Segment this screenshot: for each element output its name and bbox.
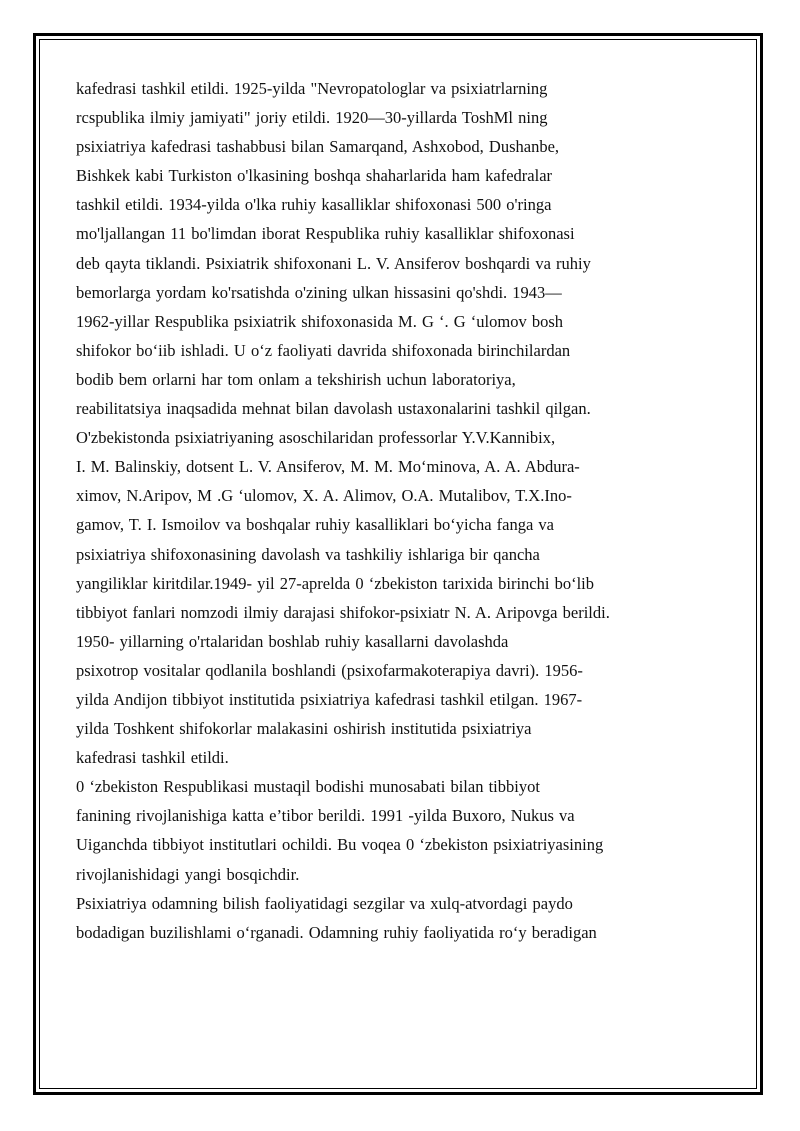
text-line: 0 ‘zbekiston Respublikasi mustaqil bodishi munosabati bilan tibbiyot (76, 777, 540, 797)
text-line: rcspublika ilmiy jamiyati" joriy etildi. 1920—30-yillarda ToshMl ning (76, 108, 548, 128)
text-line: yilda Toshkent shifokorlar malakasini oshirish institutida psixiatriya (76, 719, 532, 739)
text-line: Bishkek kabi Turkiston o'lkasining boshqa shaharlarida ham kafedralar (76, 166, 553, 186)
text-line: Psixiatriya odamning bilish faoliyatidagi sezgilar va xulq-atvordagi paydo (76, 893, 573, 913)
text-line: psixotrop vositalar qodlanila boshlandi (psixofarmakoterapiya davri). 1956- (76, 660, 583, 680)
text-line: rivojlanishidagi yangi bosqichdir. (76, 864, 300, 884)
text-line: tashkil etildi. 1934-yilda o'lka ruhiy kasalliklar shifoxonasi 500 o'ringa (76, 195, 552, 215)
text-line: fanining rivojlanishiga katta e’tibor berildi. 1991 -yilda Buxoro, Nukus va (76, 806, 575, 826)
text-line: bodib bem orlarni har tom onlam a tekshirish uchun laboratoriya, (76, 369, 516, 389)
text-line: yangiliklar kiritdilar.1949- yil 27-aprelda 0 ‘zbekiston tarixida birinchi bo‘lib (76, 573, 594, 593)
text-line: bemorlarga yordam ko'rsatishda o'zining ulkan hissasini qo'shdi. 1943— (76, 282, 562, 302)
text-line: 1950- yillarning o'rtalaridan boshlab ruhiy kasallarni davolashda (76, 631, 509, 651)
text-line: kafedrasi tashkil etildi. 1925-yilda "Nevropatologlar va psixiatrlarning (76, 79, 548, 98)
text-line: Uiganchda tibbiyot institutlari ochildi. Bu voqea 0 ‘zbekiston psixiatriyasining (76, 835, 604, 855)
text-line: ximov, N.Aripov, M .G ‘ulomov, X. A. Alimov, O.A. Mutalibov, T.X.Ino- (76, 486, 572, 506)
text-line: tibbiyot fanlari nomzodi ilmiy darajasi shifokor-psixiatr N. A. Aripovga berildi. (76, 602, 610, 622)
text-line: 1962-yillar Respublika psixiatrik shifoxonasida M. G ‘. G ‘ulomov bosh (76, 311, 563, 331)
text-line: O'zbekistonda psixiatriyaning asoschilaridan professorlar Y.V.Kannibix, (76, 428, 556, 448)
text-line: psixiatriya shifoxonasining davolash va tashkiliy ishlariga bir qancha (76, 544, 540, 564)
text-line: psixiatriya kafedrasi tashabbusi bilan Samarqand, Ashxobod, Dushanbe, (76, 137, 560, 157)
text-line: kafedrasi tashkil etildi. (76, 748, 229, 768)
document-body (76, 74, 736, 947)
text-line: I. M. Balinskiy, dotsent L. V. Ansiferov, M. M. Mo‘minova, A. A. Abdura- (76, 457, 580, 477)
text-line: deb qayta tiklandi. Psixiatrik shifoxonani L. V. Ansiferov boshqardi va ruhiy (76, 253, 591, 273)
text-line: gamov, T. I. Ismoilov va boshqalar ruhiy kasalliklari bo‘yicha fanga va (76, 515, 554, 535)
text-line: bodadigan buzilishlami o‘rganadi. Odamning ruhiy faoliyatida ro‘y beradigan (76, 922, 597, 942)
text-line: reabilitatsiya inaqsadida mehnat bilan davolash ustaxonalarini tashkil qilgan. (76, 399, 591, 419)
text-line: mo'ljallangan 11 bo'limdan iborat Respublika ruhiy kasalliklar shifoxonasi (76, 224, 575, 244)
text-line: yilda Andijon tibbiyot institutida psixiatriya kafedrasi tashkil etilgan. 1967- (76, 689, 583, 709)
text-line: shifokor bo‘iib ishladi. U o‘z faoliyati davrida shifoxonada birinchilardan (76, 340, 571, 360)
